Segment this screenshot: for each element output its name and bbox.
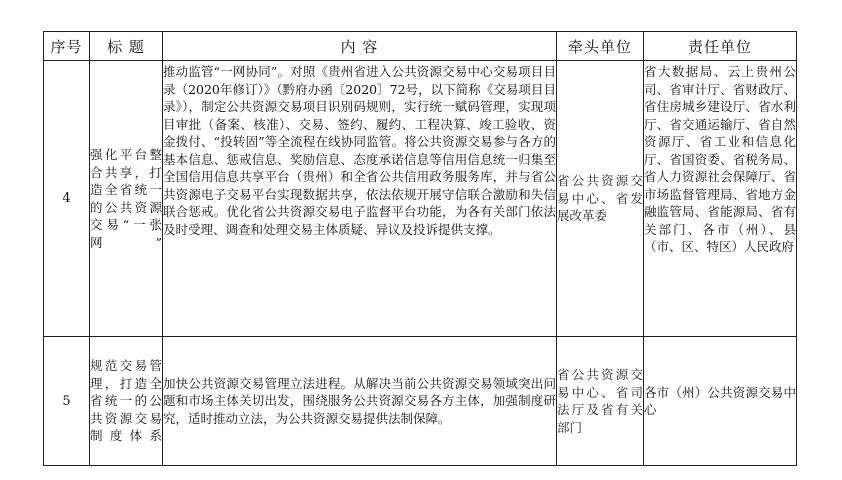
row-lead-unit: 省公共资源交易中心、省司法厅及省有关部门 [557, 337, 644, 466]
header-responsible-unit: 责任单位 [644, 32, 797, 61]
header-content: 内 容 [163, 32, 557, 61]
table-row [44, 337, 797, 466]
row-content: 加快公共资源交易管理立法进程。从解决当前公共资源交易领域突出问题和市场主体关切出发，围绕服务公共资源交易各方主体，加强制度研究，适时推动立法，为公共资源交易提供法制保障。 [163, 337, 557, 466]
row-number: 4 [44, 61, 90, 337]
row-lead-unit: 省公共资源交易中心、省发展改革委 [557, 61, 644, 337]
table-header-row [44, 32, 797, 61]
row-title: 规范交易管理，打造全省统一的公共资源交易制度体系 [90, 337, 163, 466]
row-content: 推动监管“一网协同”。对照《贵州省进入公共资源交易中心交易项目目录（2020年修订）》（黔府办函〔2020〕72号，以下简称《交易项目目录》），制定公共资源交易项目识别码规则，实行统一赋码管理，实现项目审批（备案、核准）、交易、签约、履约、工程决算、竣工验收、资金拨付、“投转固”等全流程在线协同监管。将公共资源交易参与各方的基本信息、惩戒信息、奖励信息、态度承诺信息等信用信息统一归集至全国信用信息共享平台（贵州）和全省公共信用政务服务库，并与省公共资源电子交易平台实现数据共享，依法依规开展守信联合激励和失信联合惩戒。优化省公共资源交易电子监督平台功能，为各有关部门依法及时受理、调查和处理交易主体质疑、异议及投诉提供支撑。 [163, 61, 557, 337]
row-responsible-unit: 省大数据局、云上贵州公司、省审计厅、省财政厅、省住房城乡建设厅、省水利厅、省交通运输厅、省自然资源厅、省工业和信息化厅、省国资委、省税务局、省人力资源社会保障厅、省市场监督管理局、省地方金融监管局、省能源局、省有关部门、各市（州）、县（市、区、特区）人民政府 [644, 61, 797, 337]
header-no: 序号 [44, 32, 90, 61]
header-title: 标 题 [90, 32, 163, 61]
row-title: 强化平台整合共享，打造全省统一的公共资源交易“一张网” [90, 61, 163, 337]
header-lead-unit: 牵头单位 [557, 32, 644, 61]
table-row [44, 61, 797, 337]
row-responsible-unit: 各市（州）公共资源交易中心 [644, 337, 797, 466]
row-number: 5 [44, 337, 90, 466]
task-table [43, 31, 797, 466]
